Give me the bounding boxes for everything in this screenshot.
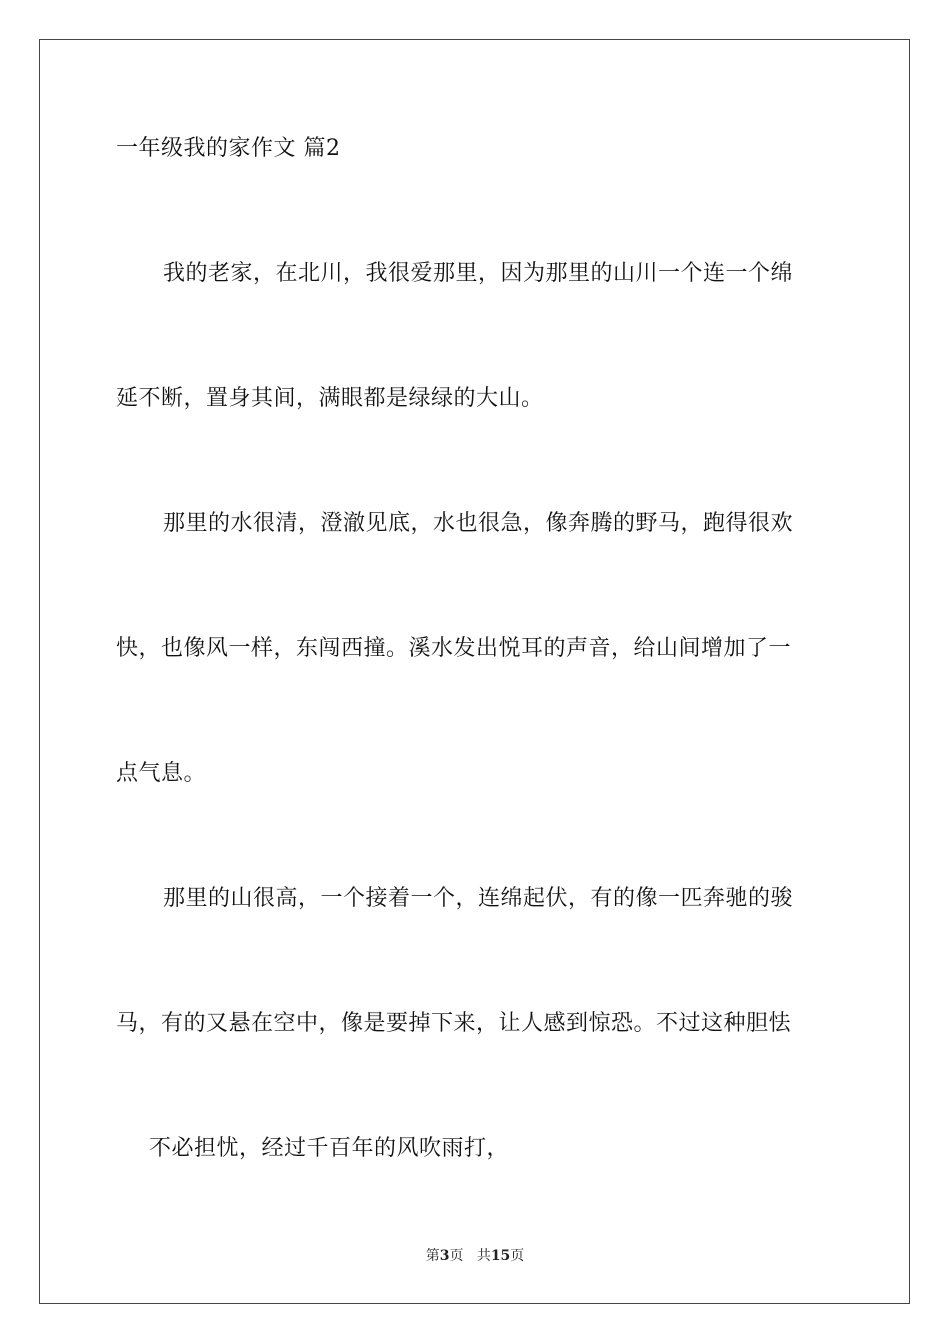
page-border [39, 39, 910, 1304]
paragraph-line: 那里的水很清，澄澈见底，水也很急，像奔腾的野马，跑得很欢 [163, 511, 794, 536]
paragraph-line: 马，有的又悬在空中，像是要掉下来，让人感到惊恐。不过这种胆怯 [116, 1011, 792, 1036]
page-prefix: 第 [425, 1248, 440, 1264]
total-prefix: 共 [476, 1248, 491, 1264]
paragraph-line: 我的老家，在北川，我很爱那里，因为那里的山川一个连一个绵 [163, 261, 794, 286]
document-heading: 一年级我的家作文 篇2 [116, 136, 341, 161]
total-pages: 15 [490, 1248, 511, 1264]
page-footer [0, 1246, 950, 1266]
page-suffix: 页 [449, 1248, 464, 1264]
total-suffix: 页 [510, 1248, 525, 1264]
paragraph-line: 不必担忧，经过千百年的风吹雨打， [149, 1136, 510, 1161]
page-number: 3 [439, 1248, 450, 1264]
paragraph-line: 延不断，置身其间，满眼都是绿绿的大山。 [116, 386, 544, 411]
paragraph-line: 点气息。 [116, 761, 207, 786]
paragraph-line: 那里的山很高，一个接着一个，连绵起伏，有的像一匹奔驰的骏 [163, 886, 794, 911]
paragraph-line: 快，也像风一样，东闯西撞。溪水发出悦耳的声音，给山间增加了一 [116, 636, 792, 661]
